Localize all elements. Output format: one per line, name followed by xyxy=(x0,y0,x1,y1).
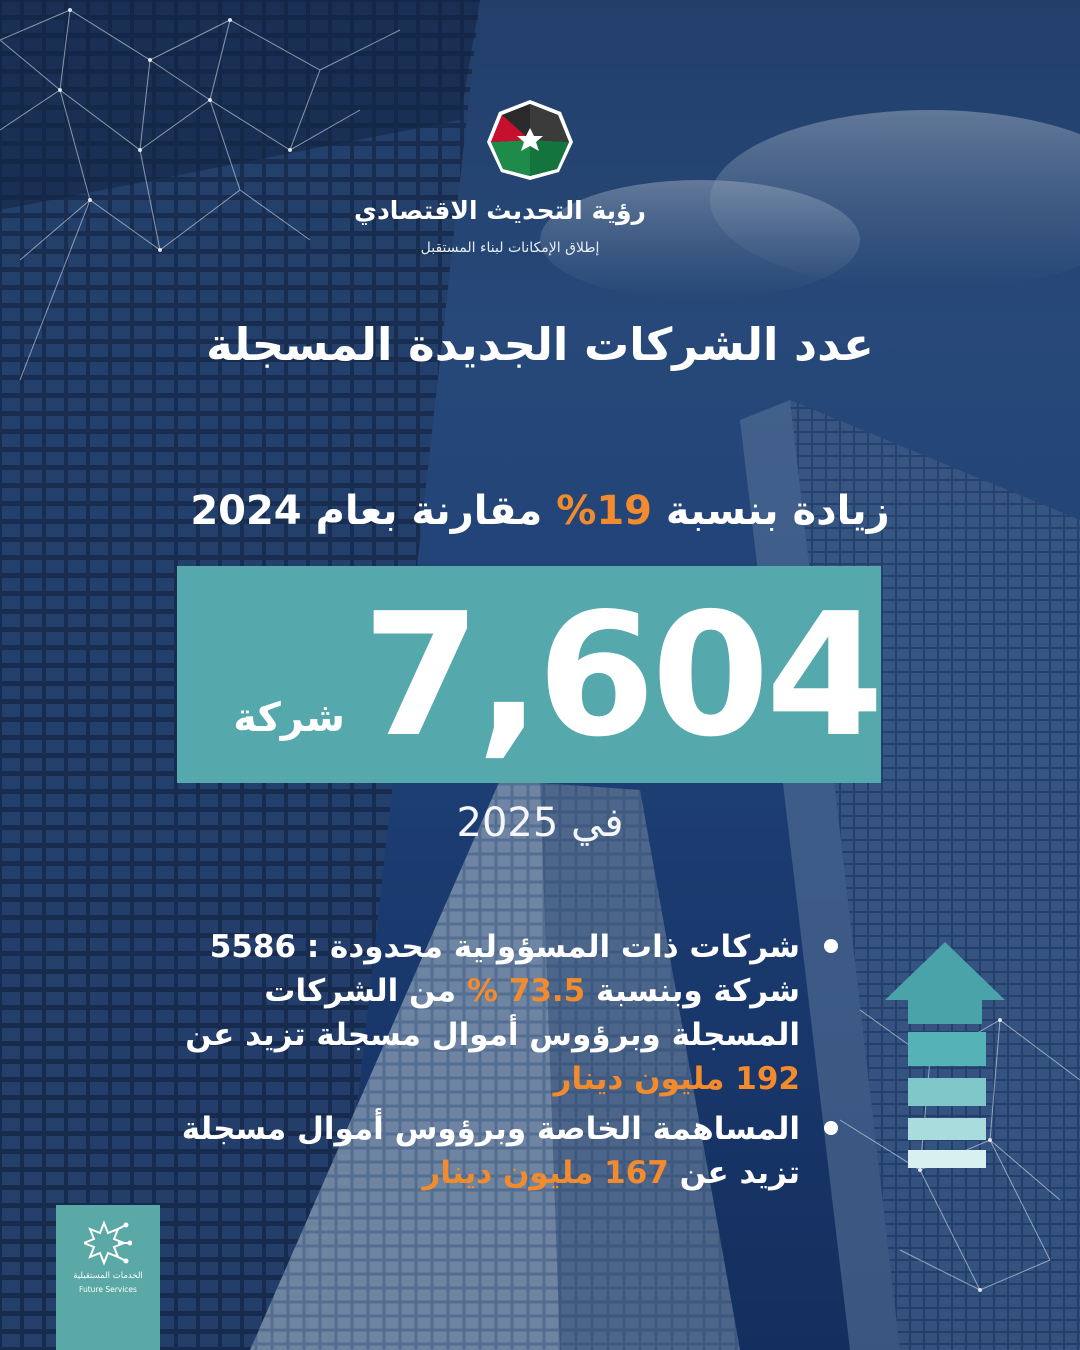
bullet-dot-icon xyxy=(824,1121,838,1135)
increase-statement xyxy=(140,488,940,534)
year-value: 2025 xyxy=(456,800,559,846)
logo-emblem xyxy=(485,98,575,182)
future-services-badge xyxy=(56,1205,160,1350)
increase-percent: 19% xyxy=(556,488,652,534)
year-line xyxy=(360,800,720,846)
badge-label-ar: الخدمات المستقبلية xyxy=(73,1271,143,1281)
year-prefix: في xyxy=(571,800,624,846)
bullet-highlight: 73.5 % xyxy=(466,973,586,1009)
bullet-text: المساهمة الخاصة وبرؤوس أموال مسجلة تزيد عن xyxy=(181,1111,800,1191)
brand-title: رؤية التحديث الاقتصادي xyxy=(354,196,646,225)
bullet-highlight: 167 مليون دينار xyxy=(422,1155,669,1191)
bullet-highlight: 192 مليون دينار xyxy=(553,1061,800,1097)
brand-subtitle: إطلاق الإمكانات لبناء المستقبل xyxy=(420,240,600,256)
bullet-list xyxy=(140,925,840,1201)
future-services-icon xyxy=(84,1217,132,1267)
increase-text-before: زيادة بنسبة xyxy=(651,488,890,534)
company-unit: شركة xyxy=(233,695,345,741)
bullet-dot-icon xyxy=(824,939,838,953)
page-title: عدد الشركات الجديدة المسجلة xyxy=(206,318,874,371)
badge-label-en: Future Services xyxy=(79,1285,137,1294)
increase-text-after: مقارنة بعام 2024 xyxy=(190,488,557,534)
bullet-text: من الشركات المسجلة وبرؤوس أموال مسجلة تزيد عن xyxy=(185,973,800,1053)
growth-arrow-icon xyxy=(880,942,1010,1177)
company-count: 7,604 xyxy=(362,577,880,775)
bullet-text: شركات ذات المسؤولية محدودة : 5586 شركة وبنسبة xyxy=(209,929,800,1009)
bullet-item xyxy=(140,1107,840,1195)
bullet-item xyxy=(140,925,840,1101)
